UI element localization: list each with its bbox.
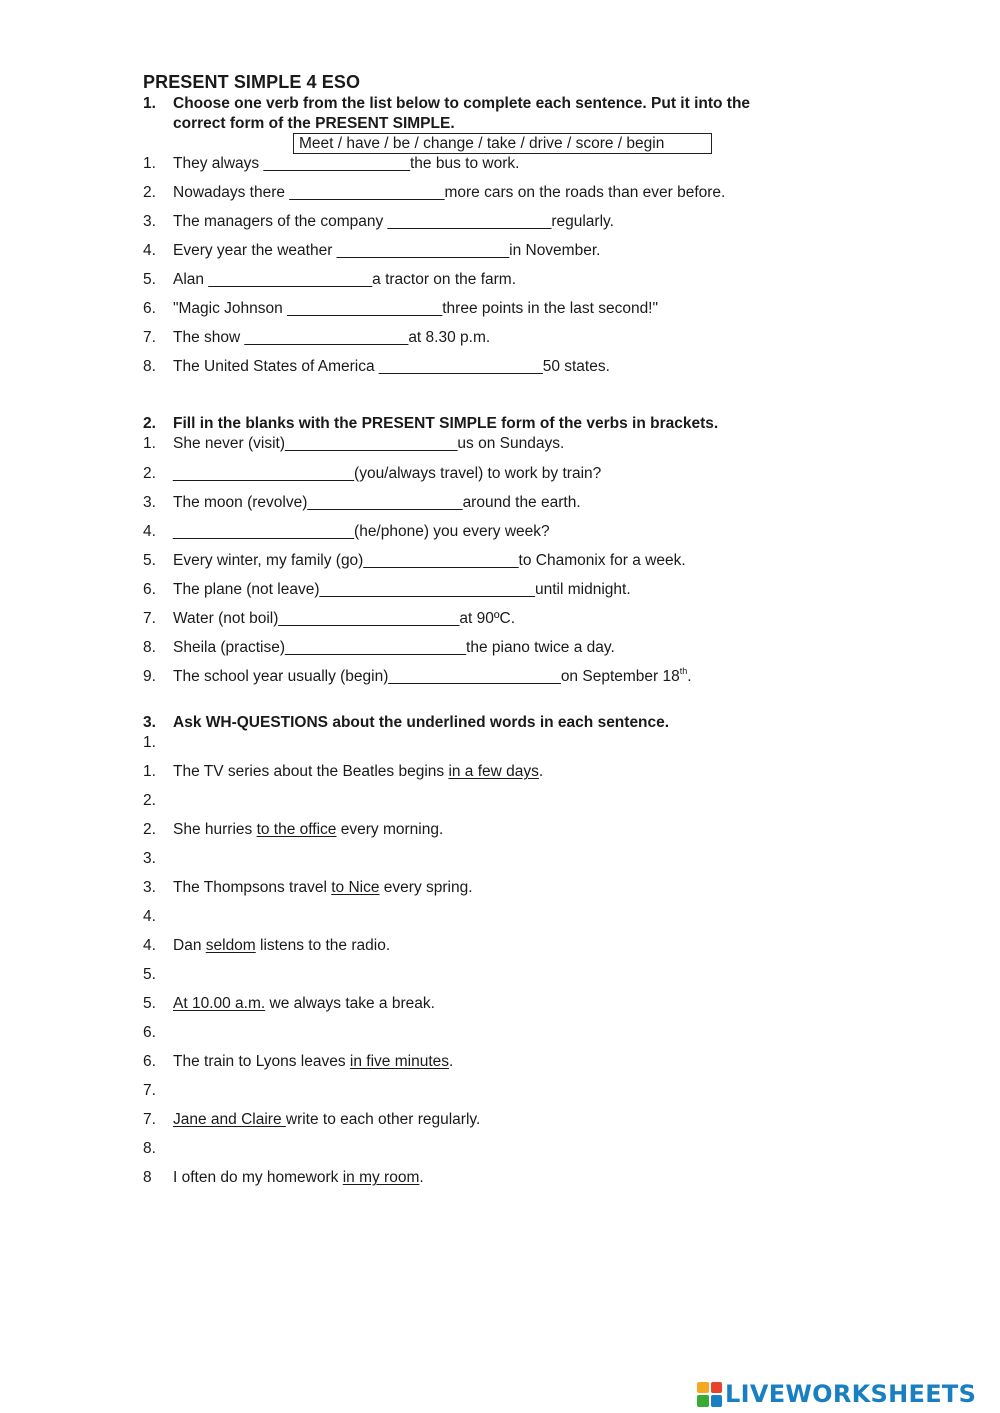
sentence-after: we always take a break. [265, 995, 435, 1012]
sentence-after: (he/phone) you every week? [354, 523, 550, 540]
liveworksheets-logo [697, 1377, 976, 1411]
question-number: 7. [143, 1082, 156, 1099]
sentence-text [173, 878, 473, 898]
sentence-before: The moon (revolve) [173, 494, 308, 511]
question-number: 5. [143, 966, 156, 983]
sentence-text [173, 994, 435, 1014]
item-number: 6. [143, 1053, 156, 1070]
sentence-text [173, 270, 516, 290]
answer-blank[interactable]: _____________________ [173, 523, 355, 540]
item-number: 1. [143, 763, 156, 780]
answer-blank[interactable]: __________________ [289, 184, 445, 201]
sentence-text [173, 493, 581, 513]
sentence-text [173, 609, 515, 629]
answer-blank[interactable]: __________________ [307, 494, 463, 511]
sentence-before: She hurries [173, 821, 257, 838]
answer-blank[interactable]: ___________________ [378, 358, 543, 375]
answer-blank[interactable]: _________________ [263, 155, 410, 172]
sentence-after: us on Sundays. [457, 435, 565, 452]
question-number: 2. [143, 792, 156, 809]
sentence-after: at 90ºC. [459, 610, 516, 627]
underlined-words: At 10.00 a.m. [173, 995, 266, 1012]
section2-number: 2. [143, 415, 156, 432]
sentence-after: on September 18 [560, 668, 680, 685]
item-number: 8. [143, 358, 156, 375]
sentence-after: around the earth. [462, 494, 581, 511]
underlined-words: in a few days [448, 763, 539, 780]
sentence-tail: . [687, 668, 692, 685]
sentence-after: write to each other regularly. [285, 1111, 481, 1128]
sentence-before: The United States of America [173, 358, 379, 375]
sentence-text [173, 212, 614, 232]
sentence-before: Every winter, my family (go) [173, 552, 364, 569]
item-number: 1. [143, 435, 156, 452]
sentence-text [173, 464, 601, 484]
sentence-after: . [538, 763, 544, 780]
answer-blank[interactable]: _____________________ [285, 639, 467, 656]
sentence-before: She never (visit) [173, 435, 285, 452]
sentence-text [173, 154, 519, 174]
sentence-text [173, 551, 686, 571]
sentence-before: The show [173, 329, 245, 346]
item-number: 4. [143, 937, 156, 954]
sentence-before: Nowadays there [173, 184, 290, 201]
section3-instruction-text: Ask WH-QUESTIONS about the underlined words in each sentence. [173, 714, 670, 731]
sentence-text [173, 357, 610, 377]
sentence-before: The school year usually (begin) [173, 668, 389, 685]
answer-blank[interactable]: ___________________ [387, 213, 552, 230]
answer-blank[interactable]: ____________________ [336, 242, 510, 259]
item-number: 5. [143, 995, 156, 1012]
underlined-words: Jane and Claire [173, 1111, 286, 1128]
item-number: 7. [143, 610, 156, 627]
sentence-text [173, 1110, 480, 1130]
answer-blank[interactable]: ___________________ [208, 271, 373, 288]
item-number: 3. [143, 213, 156, 230]
sentence-text [173, 434, 564, 454]
item-number: 7. [143, 329, 156, 346]
sentence-after: in November. [509, 242, 601, 259]
answer-blank[interactable]: ____________________ [388, 668, 561, 685]
superscript-th: th [679, 666, 688, 676]
item-number: 2. [143, 821, 156, 838]
section3-number: 3. [143, 714, 156, 731]
item-number: 2. [143, 184, 156, 201]
item-number: 4. [143, 242, 156, 259]
item-number: 3. [143, 494, 156, 511]
sentence-text [173, 580, 631, 600]
section2-instruction-text: Fill in the blanks with the PRESENT SIMPLE form of the verbs in brackets. [173, 415, 719, 432]
sentence-before: The Thompsons travel [173, 879, 332, 896]
underlined-words: to Nice [331, 879, 380, 896]
underlined-words: in five minutes [349, 1053, 449, 1070]
item-number: 8 [143, 1169, 152, 1186]
sentence-before: Water (not boil) [173, 610, 279, 627]
sentence-before: Every year the weather [173, 242, 337, 259]
question-number: 6. [143, 1024, 156, 1041]
sentence-text [173, 820, 443, 840]
section1-instruction-line2: correct form of the PRESENT SIMPLE. [173, 115, 455, 132]
sentence-after: at 8.30 p.m. [408, 329, 491, 346]
sentence-before: Alan [173, 271, 209, 288]
verb-list-box: Meet / have / be / change / take / drive / score / begin [293, 133, 712, 154]
answer-blank[interactable]: __________________ [287, 300, 443, 317]
page-title: PRESENT SIMPLE 4 ESO [143, 72, 361, 92]
answer-blank[interactable]: ___________________ [244, 329, 409, 346]
section1-instruction-line1: Choose one verb from the list below to complete each sentence. Put it into the [173, 95, 751, 112]
item-number: 5. [143, 552, 156, 569]
sentence-after: the bus to work. [410, 155, 520, 172]
sentence-text [173, 522, 550, 542]
sentence-after: . [419, 1169, 424, 1186]
sentence-before: I often do my homework [173, 1169, 343, 1186]
item-number: 9. [143, 668, 156, 685]
underlined-words: in my room [342, 1169, 420, 1186]
section1-number: 1. [143, 95, 156, 112]
question-number: 3. [143, 850, 156, 867]
sentence-text [173, 667, 692, 687]
sentence-text [173, 328, 490, 348]
question-number: 1. [143, 734, 156, 751]
sentence-after: 50 states. [542, 358, 610, 375]
sentence-text [173, 1168, 424, 1188]
answer-blank[interactable]: _________________________ [319, 581, 535, 598]
sentence-after: listens to the radio. [255, 937, 391, 954]
sentence-before: "Magic Johnson [173, 300, 288, 317]
sentence-before: Sheila (practise) [173, 639, 285, 656]
sentence-after: the piano twice a day. [466, 639, 615, 656]
sentence-text [173, 762, 543, 782]
item-number: 5. [143, 271, 156, 288]
answer-blank[interactable]: _____________________ [173, 465, 355, 482]
sentence-text [173, 638, 615, 658]
logo-squares-icon [697, 1382, 722, 1407]
sentence-text [173, 183, 725, 203]
sentence-text [173, 936, 390, 956]
sentence-after: every spring. [379, 879, 473, 896]
sentence-before: The managers of the company [173, 213, 388, 230]
item-number: 4. [143, 523, 156, 540]
sentence-after: every morning. [336, 821, 444, 838]
sentence-after: . [449, 1053, 454, 1070]
item-number: 6. [143, 300, 156, 317]
sentence-after: a tractor on the farm. [372, 271, 517, 288]
sentence-after: three points in the last second!" [442, 300, 658, 317]
sentence-text [173, 299, 658, 319]
item-number: 7. [143, 1111, 156, 1128]
item-number: 3. [143, 879, 156, 896]
underlined-words: seldom [205, 937, 256, 954]
sentence-after: regularly. [551, 213, 614, 230]
item-number: 1. [143, 155, 156, 172]
answer-blank[interactable]: _____________________ [278, 610, 460, 627]
item-number: 6. [143, 581, 156, 598]
sentence-text [173, 1052, 453, 1072]
answer-blank[interactable]: ____________________ [284, 435, 458, 452]
sentence-after: (you/always travel) to work by train? [354, 465, 602, 482]
sentence-before: The train to Lyons leaves [173, 1053, 350, 1070]
sentence-before: They always [173, 155, 264, 172]
sentence-before: The plane (not leave) [173, 581, 320, 598]
sentence-text [173, 241, 600, 261]
sentence-after: to Chamonix for a week. [518, 552, 686, 569]
underlined-words: to the office [256, 821, 337, 838]
sentence-before: Dan [173, 937, 206, 954]
sentence-after: until midnight. [535, 581, 631, 598]
item-number: 8. [143, 639, 156, 656]
sentence-before: The TV series about the Beatles begins [173, 763, 449, 780]
sentence-after: more cars on the roads than ever before. [444, 184, 726, 201]
answer-blank[interactable]: __________________ [363, 552, 519, 569]
question-number: 8. [143, 1140, 156, 1157]
question-number: 4. [143, 908, 156, 925]
item-number: 2. [143, 465, 156, 482]
logo-text: LIVEWORKSHEETS [725, 1380, 977, 1408]
